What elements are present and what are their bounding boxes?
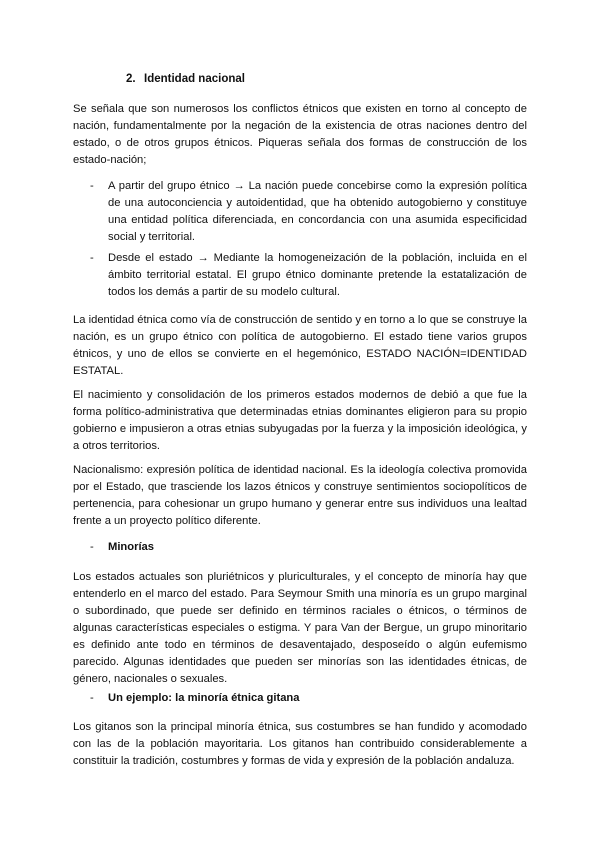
subheading-dash: -: [90, 541, 94, 553]
nacionalismo-paragraph: Nacionalismo: expresión política de identidad nacional. Es la ideología colectiva promovida por el Estado, que trasciende los lazos étnicos y construye sentimientos sociopolíticos de pertenencia, para cohesionar un grupo humano y generar entre sus individuos una lealtad frente a un proyecto político diferente.: [73, 464, 527, 527]
bullet-text: A partir del grupo étnico → La nación puede concebirse como la expresión política de una autoconciencia y autoidentidad, que ha obtenido autogobierno y constituye una entidad política diferenciada, en concordancia con una asumida especificidad social y territorial.: [108, 180, 527, 243]
bullet-dash: -: [90, 252, 94, 264]
gitana-subheading: [90, 690, 299, 707]
section-title: Identidad nacional: [144, 73, 245, 85]
intro-paragraph: Se señala que son numerosos los conflictos étnicos que existen en torno al concepto de nación, fundamentalmente por la negación de la existencia de otras naciones dentro del estado, o de otros grupos étnicos. Piqueras señala dos formas de construcción de los estado-nación;: [73, 103, 527, 166]
subheading-dash: -: [90, 692, 94, 704]
nacimiento-paragraph: El nacimiento y consolidación de los primeros estados modernos de debió a que fue la forma político-administrativa que determinadas etnias dominantes eligieron para su propio gobierno e impusieron a otras etnias subyugadas por la fuerza y la imposición ideológica, y a otros territorios.: [73, 389, 527, 452]
section-heading: [126, 71, 245, 88]
bullet-text: Desde el estado → Mediante la homogeneización de la población, incluida en el ámbito territorial estatal. El grupo étnico dominante pretende la estatalización de todos los demás a partir de su modelo cultural.: [108, 252, 527, 298]
gitanos-paragraph: Los gitanos son la principal minoría étnica, sus costumbres se han fundido y acomodado con las de la población mayoritaria. Los gitanos han contribuido considerablemente a constituir la tradición, costumbres y formas de vida y expresión de la población andaluza.: [73, 721, 527, 767]
minorias-subheading: [90, 539, 154, 556]
bullet-dash: -: [90, 180, 94, 192]
subheading-title: Un ejemplo: la minoría étnica gitana: [108, 692, 300, 704]
subheading-title: Minorías: [108, 541, 155, 553]
minorias-paragraph: Los estados actuales son pluriétnicos y pluriculturales, y el concepto de minoría hay que entenderlo en el marco del estado. Para Seymour Smith una minoría es un grupo marginal o subordinado, que puede ser definido en términos raciales o étnicos, o términos de algunas características especiales o estigma. Y para Van der Bergue, un grupo minoritario es definido ante todo en términos de desaventajado, desposeído o algún eufemismo parecido. Algunas identidades que pueden ser minorías son las identidades étnicas, de género, nacionales o sexuales.: [73, 571, 527, 685]
section-number: 2.: [126, 73, 136, 85]
identidad-paragraph: La identidad étnica como vía de construcción de sentido y en torno a lo que se construye la nación, es un grupo étnico con política de autogobierno. El estado tiene varios grupos étnicos, y uno de ellos se convierte en el hegemónico, ESTADO NACIÓN=IDENTIDAD ESTATAL.: [73, 314, 527, 377]
